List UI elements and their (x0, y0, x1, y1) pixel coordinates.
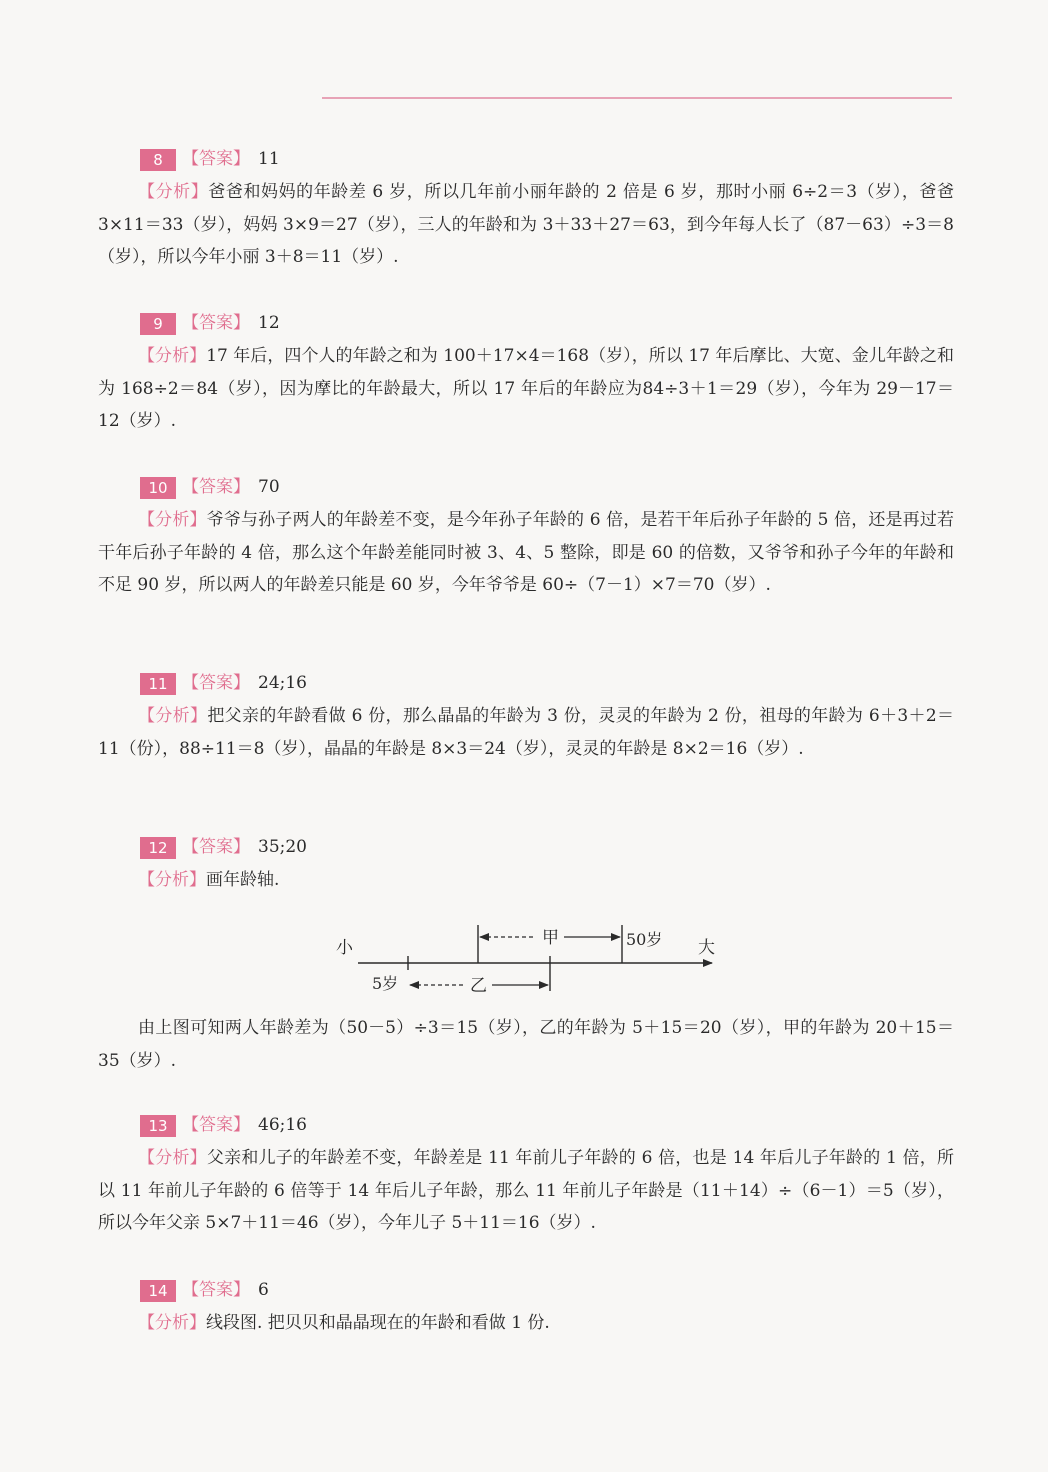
problem-10 (98, 472, 954, 602)
answer-value: 12 (258, 313, 280, 333)
label-5: 5岁 (372, 974, 399, 993)
answer-tag: 【答案】 (182, 149, 250, 169)
answer-value: 35;20 (258, 837, 307, 857)
problem-14 (98, 1275, 954, 1340)
analysis-tag: 【分析】 (138, 1313, 206, 1333)
axis-label-big: 大 (698, 938, 715, 958)
analysis-text: 爸爸和妈妈的年龄差 6 岁，所以几年前小丽年龄的 2 倍是 6 岁，那时小丽 6÷2＝3（岁），爸爸 3×11＝33（岁），妈妈 3×9＝27（岁），三人的年龄和为 3＋33＋27＝63，到今年每人长了（87－63）÷3＝8（岁），所以今年小丽 3＋8＝11（岁）. (98, 182, 954, 267)
analysis-tag: 【分析】 (138, 706, 208, 726)
label-50: 50岁 (626, 930, 663, 949)
conclusion-text: 由上图可知两人年龄差为（50－5）÷3＝15（岁），乙的年龄为 5＋15＝20（岁），甲的年龄为 20＋15＝35（岁）. (98, 1018, 954, 1071)
label-yi: 乙 (470, 976, 487, 996)
answer-tag: 【答案】 (182, 1115, 250, 1135)
answer-tag: 【答案】 (182, 313, 250, 333)
analysis-text: 17 年后，四个人的年龄之和为 100＋17×4＝168（岁），所以 17 年后摩比、大宽、金儿年龄之和为 168÷2＝84（岁），因为摩比的年龄最大，所以 17 年后的年龄应为84÷3＋1＝29（岁），今年为 29－17＝12（岁）. (98, 346, 954, 431)
axis-label-small: 小 (336, 938, 353, 958)
answer-tag: 【答案】 (182, 1280, 250, 1300)
problem-12 (98, 832, 954, 897)
analysis-text: 画年龄轴. (206, 870, 280, 890)
answer-tag: 【答案】 (182, 673, 250, 693)
problem-9 (98, 308, 954, 438)
problem-number-badge: 11 (140, 673, 176, 695)
label-jia: 甲 (542, 928, 559, 948)
answer-value: 6 (258, 1280, 269, 1300)
problem-number-badge: 12 (140, 837, 176, 859)
answer-tag: 【答案】 (182, 477, 250, 497)
answer-value: 24;16 (258, 673, 307, 693)
analysis-tag: 【分析】 (138, 870, 206, 890)
problem-13 (98, 1110, 954, 1240)
problem-11 (98, 668, 954, 765)
problem-number-badge: 10 (140, 477, 176, 499)
problem-8 (98, 144, 954, 274)
answer-value: 46;16 (258, 1115, 307, 1135)
analysis-tag: 【分析】 (138, 346, 207, 366)
problem-number-badge: 9 (140, 313, 176, 335)
answer-tag: 【答案】 (182, 837, 250, 857)
problem-number-badge: 14 (140, 1280, 176, 1302)
analysis-tag: 【分析】 (138, 1148, 207, 1168)
answer-value: 11 (258, 149, 280, 169)
problem-12-conclusion (98, 1012, 954, 1077)
analysis-text: 线段图. 把贝贝和晶晶现在的年龄和看做 1 份. (206, 1313, 550, 1333)
problem-number-badge: 8 (140, 149, 176, 171)
age-axis-diagram (0, 915, 1048, 1005)
analysis-text: 把父亲的年龄看做 6 份，那么晶晶的年龄为 3 份，灵灵的年龄为 2 份，祖母的年龄为 6＋3＋2＝11（份），88÷11＝8（岁），晶晶的年龄是 8×3＝24（岁），灵灵的年龄是 8×2＝16（岁）. (98, 706, 954, 759)
analysis-text: 父亲和儿子的年龄差不变，年龄差是 11 年前儿子年龄的 6 倍，也是 14 年后儿子年龄的 1 倍，所以 11 年前儿子年龄的 6 倍等于 14 年后儿子年龄，那么 11 年前儿子年龄是（11＋14）÷（6－1）＝5（岁），所以今年父亲 5×7＋11＝46（岁），今年儿子 5＋11＝16（岁）. (98, 1148, 954, 1233)
header-rule (322, 97, 952, 99)
problem-number-badge: 13 (140, 1115, 176, 1137)
answer-value: 70 (258, 477, 280, 497)
analysis-text: 爷爷与孙子两人的年龄差不变，是今年孙子年龄的 6 倍，是若干年后孙子年龄的 5 倍，还是再过若干年后孙子年龄的 4 倍，那么这个年龄差能同时被 3、4、5 整除，即是 60 的倍数，又爷爷和孙子今年的年龄和不足 90 岁，所以两人的年龄差只能是 60 岁，今年爷爷是 60÷（7－1）×7＝70（岁）. (98, 510, 955, 595)
analysis-tag: 【分析】 (138, 182, 209, 202)
analysis-tag: 【分析】 (138, 510, 207, 530)
